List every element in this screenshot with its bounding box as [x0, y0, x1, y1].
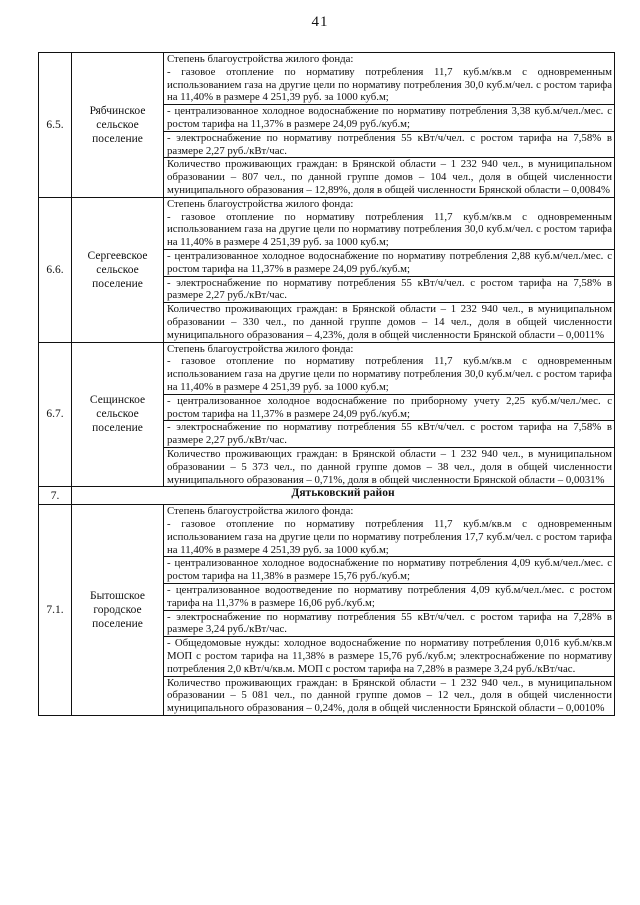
electricity-paragraph: - электроснабжение по нормативу потребления 55 кВт/ч/чел. с ростом тарифа на 7,58% в размере 2,27 руб./кВт/час. — [164, 420, 614, 447]
cold-water-paragraph: - централизованное холодное водоснабжение по нормативу потребления 3,38 куб.м/чел./мес. с ростом тарифа на 11,37% в размере 24,09 руб./куб.м; — [164, 104, 614, 131]
wastewater-paragraph: - централизованное водоотведение по нормативу потребления 4,09 куб.м/чел./мес. с ростом тарифа на 11,37% в размере 16,06 руб./куб.м; — [164, 583, 614, 610]
district-title: Дятьковский район — [72, 487, 615, 505]
population-paragraph: Количество проживающих граждан: в Брянской области – 1 232 940 чел., в муниципальном образовании – 5 081 чел., по данной группе домов – 12 чел., доля в общей численности муниципального образования – 0,24%, доля в общей численности Брянской области – 0,0010% — [164, 676, 614, 715]
table-row-6-5 — [39, 53, 615, 198]
row-number: 6.5. — [39, 53, 72, 198]
tariff-table — [38, 52, 615, 716]
table-row-6-7 — [39, 342, 615, 487]
description-cell — [164, 53, 615, 198]
cold-water-paragraph: - централизованное холодное водоснабжение по нормативу потребления 2,88 куб.м/чел./мес. с ростом тарифа на 11,37% в размере 24,09 руб./куб.м; — [164, 249, 614, 276]
population-paragraph: Количество проживающих граждан: в Брянской области – 1 232 940 чел., в муниципальном образовании – 5 373 чел., по данной группе домов – 38 чел., доля в общей численности муниципального образования – 0,71%, доля в общей численности Брянской области – 0,0031% — [164, 447, 614, 486]
district-number: 7. — [39, 487, 72, 505]
table-row-7-1 — [39, 505, 615, 716]
housing-gas-paragraph: Степень благоустройства жилого фонда: - газовое отопление по нормативу потребления 11,7 куб.м/кв.м с одновременным использованием газа на другие цели по нормативу потребления 30,0 куб.м/чел. с ростом тарифа на 11,40% в размере 4 251,39 руб. за 1000 куб.м; — [167, 53, 612, 104]
electricity-paragraph: - электроснабжение по нормативу потребления 55 кВт/ч/чел. с ростом тарифа на 7,58% в размере 2,27 руб./кВт/час. — [164, 131, 614, 158]
housing-gas-paragraph: Степень благоустройства жилого фонда: - газовое отопление по нормативу потребления 11,7 куб.м/кв.м с одновременным использованием газа на другие цели по нормативу потребления 30,0 куб.м/чел. с ростом тарифа на 11,40% в размере 4 251,39 руб. за 1000 куб.м; — [167, 197, 612, 249]
housing-gas-paragraph: Степень благоустройства жилого фонда: - газовое отопление по нормативу потребления 11,7 куб.м/кв.м с одновременным использованием газа на другие цели по нормативу потребления 17,7 куб.м/чел. с ростом тарифа на 11,40% в размере 4 251,39 руб. за 1000 куб.м; — [167, 505, 612, 556]
settlement-name: Рябчинское сельское поселение — [72, 53, 164, 198]
settlement-name: Сещинское сельское поселение — [72, 342, 164, 487]
table-row-6-6 — [39, 197, 615, 342]
housing-gas-paragraph: Степень благоустройства жилого фонда: - газовое отопление по нормативу потребления 11,7 куб.м/кв.м с одновременным использованием газа на другие цели по нормативу потребления 30,0 куб.м/чел. с ростом тарифа на 11,40% в размере 4 251,39 руб. за 1000 куб.м; — [167, 342, 612, 393]
common-needs-paragraph: - Общедомовые нужды: холодное водоснабжение по нормативу потребления 0,016 куб.м/кв.м МОП с ростом тарифа на 11,38% в размере 15,76 руб./куб.м; электроснабжение по нормативу потребления 2,0 кВт/ч/кв.м. МОП с ростом тарифа на 7,28% в размере 3,24 руб./кВт/час. — [164, 636, 614, 675]
description-cell — [164, 197, 615, 342]
row-number: 7.1. — [39, 505, 72, 716]
description-cell — [164, 342, 615, 487]
cold-water-paragraph: - централизованное холодное водоснабжение по нормативу потребления 4,09 куб.м/чел./мес. с ростом тарифа на 11,38% в размере 15,76 руб./куб.м; — [164, 556, 614, 583]
settlement-name: Сергеевское сельское поселение — [72, 197, 164, 342]
district-row — [39, 487, 615, 505]
description-cell — [164, 505, 615, 716]
population-paragraph: Количество проживающих граждан: в Брянской области – 1 232 940 чел., в муниципальном образовании – 330 чел., по данной группе домов – 14 чел., доля в общей численности муниципального образования – 4,23%, доля в общей численности Брянской области – 0,0011% — [164, 302, 614, 341]
electricity-paragraph: - электроснабжение по нормативу потребления 55 кВт/ч/чел. с ростом тарифа на 7,28% в размере 3,24 руб./кВт/час. — [164, 610, 614, 637]
row-number: 6.6. — [39, 197, 72, 342]
settlement-name: Бытошское городское поселение — [72, 505, 164, 716]
cold-water-paragraph: - централизованное холодное водоснабжение по приборному учету 2,25 куб.м/чел./мес. с ростом тарифа на 11,37% в размере 24,09 руб./куб.м; — [164, 394, 614, 421]
population-paragraph: Количество проживающих граждан: в Брянской области – 1 232 940 чел., в муниципальном образовании – 807 чел., по данной группе домов – 104 чел., доля в общей численности муниципального образования – 12,89%, доля в общей численности Брянской области – 0,0084% — [164, 157, 614, 196]
electricity-paragraph: - электроснабжение по нормативу потребления 55 кВт/ч/чел. с ростом тарифа на 7,58% в размере 2,27 руб./кВт/час. — [164, 276, 614, 303]
row-number: 6.7. — [39, 342, 72, 487]
page-number: 41 — [311, 14, 329, 30]
